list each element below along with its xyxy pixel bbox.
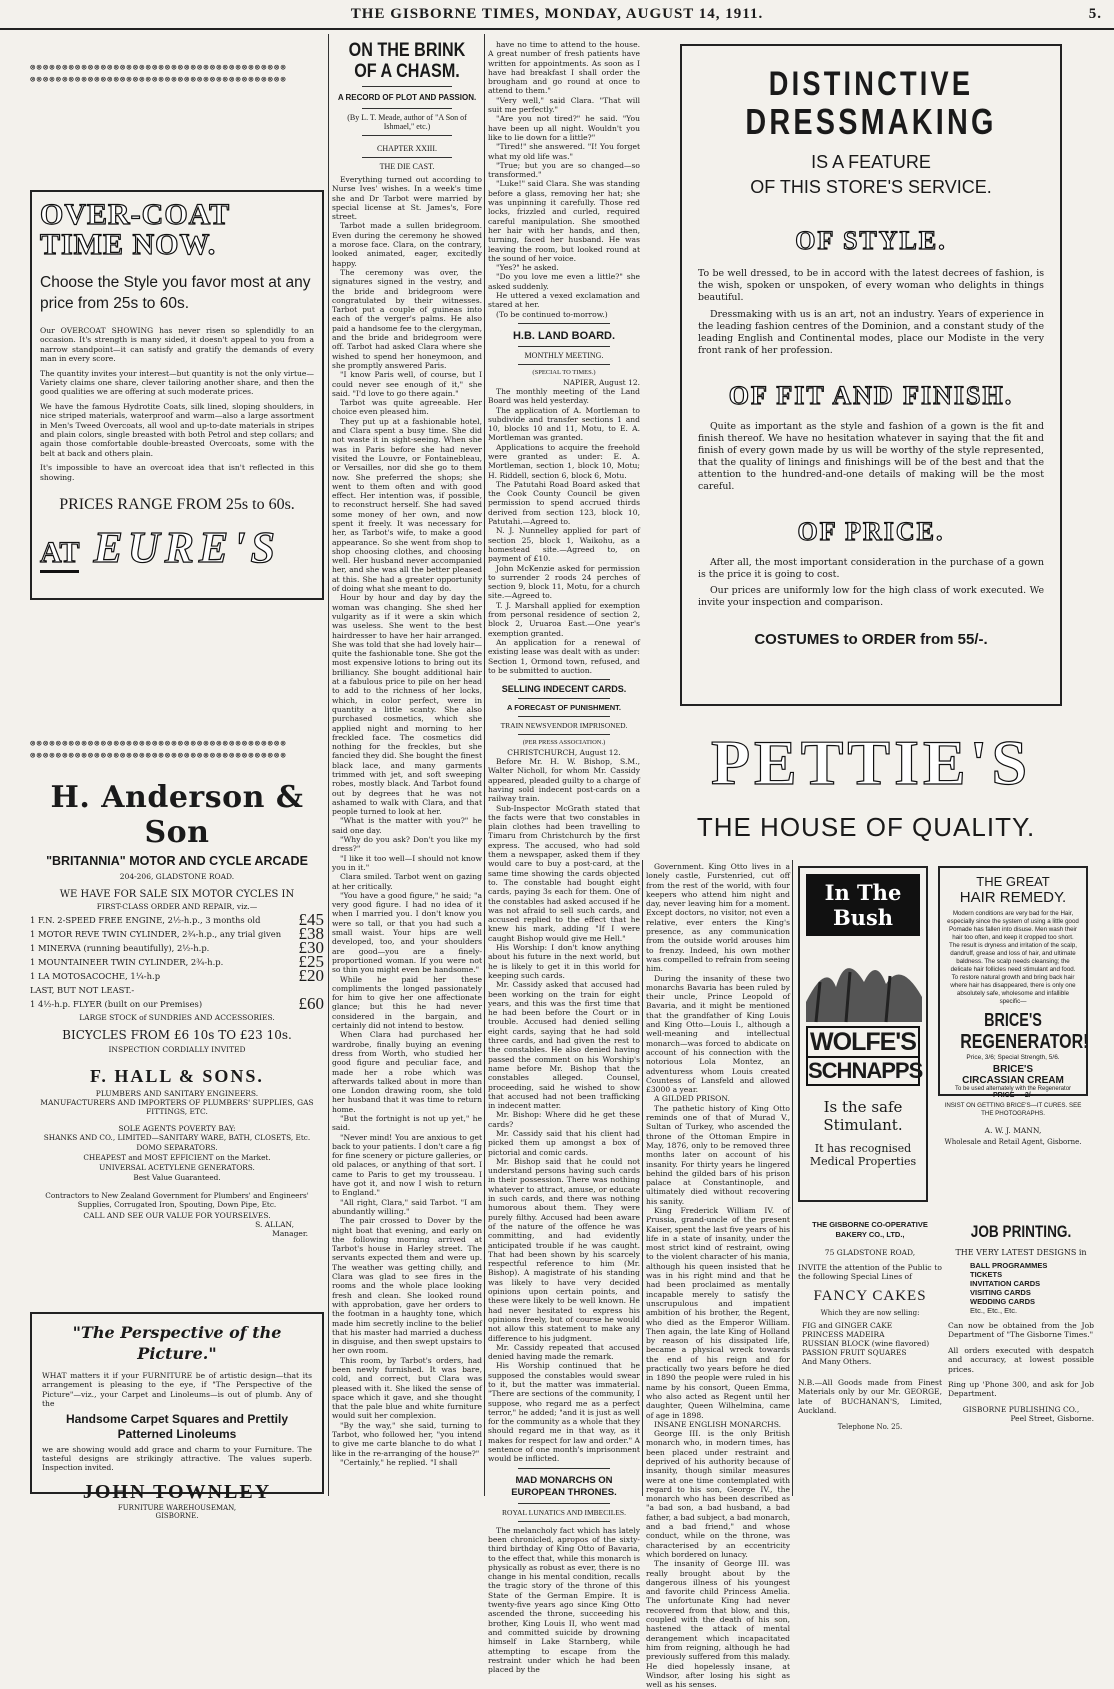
story-body <box>332 175 482 1467</box>
motorcycle-row: 1 MOUNTAINEER TWIN CYLINDER, 2¾-h.p. £25 <box>30 952 324 971</box>
petties-heading-4: OF THIS STORE'S SERVICE. <box>750 177 992 197</box>
eure-tagline: Choose the Style you favor most at any price from 25s to 60s. <box>40 274 311 312</box>
hair-cream-2: CIRCASSIAN CREAM <box>962 1075 1064 1086</box>
bakery-advert <box>798 1220 942 1490</box>
job-p1: Can now be obtained from the Job Department of "The Gisborne Times." <box>948 1321 1094 1340</box>
petties-style-p1: To be well dressed, to be in accord with the latest decrees of fashion, is the wish, spoken or unspoken, of every woman who delights in things beautiful. <box>698 268 1044 303</box>
hall-call: CALL AND SEE OUR VALUE FOR YOURSELVES. <box>83 1211 271 1220</box>
land-paragraph: T. J. Marshall applied for exemption from personal residence of section 2, block 2, Uruaroa East.—One year's exemption granted. <box>488 600 640 638</box>
job-item: TICKETS <box>970 1270 1003 1279</box>
eure-at: AT <box>40 536 79 573</box>
motorcycle-row: 1 LA MOTOSACOCHE, 1¼-h.p £20 <box>30 966 324 985</box>
monarchs-title: MAD MONARCHS ON EUROPEAN THRONES. <box>511 1474 617 1498</box>
selling-paragraph: Mr. Cassidy said that his client had picked them up amongst a box of pictorial and comic cards. <box>488 1128 640 1157</box>
story-paragraph: They put up at a fashionable hotel, and Clara spent a busy time. She did not waste it in sight-seeing. When she was in Paris before she had never visited the Louvre, or Fontainebleau, or Versailles, nor did she go to them now. She preferred the shops; she went to them often and with good effect. Her intention was, if possible, to reconstruct herself. She had saved some money of her own, and now spent it freely. It was necessary for her, as Tarbot's wife, to make a good appearance. So she went from shop to shop choosing clothes, and choosing well. Her husband never accompanied her, and she was all the better pleased at this. She had a greater opportunity of doing what she meant to do. <box>332 416 482 594</box>
monarchs-paragraph: King Frederick William IV. of Prussia, grand-uncle of the present Kaiser, spent the last five years of his life in a state of insanity, under the most strict kind of restraint, owing to the violent character of his mania, although his queen insisted that he was in his right mind and that he had been proclaimed as mentally incapable merely to satisfy the unscrupulous and impatient ambition of his brother, the Regent, who died as the Emperor William. Then again, the late King of Holland by reason of his dissipated life, became a physical wreck towards the end of his reign and for practically two years before he died in 1890 the people were ruled in his name by his consort, Queen Emma, who also acted as Regent until her daughter, Queen Wilhelmina, came of age in 1898. <box>646 1205 790 1420</box>
selling-paragraph: Before Mr. H. W. Bishop, S.M., Walter Nicholl, for whom Mr. Cassidy appeared, pleaded guilty to a charge of having sold indecent post-cards on a railway train. <box>488 757 640 804</box>
monarchs-subtitle: ROYAL LUNATICS AND IMBECILES. <box>502 1507 626 1517</box>
news-column <box>488 40 640 1675</box>
story-paragraph: (To be continued to-morrow.) <box>496 309 608 319</box>
townley-body2: we are showing would add grace and charm to your Furniture. The tasteful designs are strikingly attractive. The values superb. Inspection invited. <box>42 1444 312 1473</box>
hair-agent: A. W. J. MANN, <box>984 1126 1042 1135</box>
job-items <box>948 1261 1094 1315</box>
story-paragraph: "But the fortnight is not up yet," he said. <box>332 1113 482 1133</box>
land-paragraph: Applications to acquire the freehold were granted as under: E. A. Mortleman, section 1, block 10, Motu; H. Riddell, section 6, block 6, Motu. <box>488 442 640 480</box>
petties-fit-heading: OF FIT AND FINISH. <box>728 381 1014 410</box>
land-paragraph: The application of A. Mortleman to subdivide and transfer sections 1 and 10, blocks 10 and 11, Motu, to E. A. Mortleman was granted. <box>488 405 640 443</box>
job-item: INVITATION CARDS <box>970 1279 1041 1288</box>
story-paragraph: Clara smiled. Tarbot went on gazing at her critically. <box>332 872 482 891</box>
land-source: (SPECIAL TO TIMES.) <box>532 368 596 376</box>
column-rule <box>484 34 485 1496</box>
selling-paragraph: Sub-Inspector McGrath stated that the facts were that two constables in plain clothes had been travelling to Timaru from Christchurch by the first express. The accused, who had sold them a newspaper, asked them if they would care to buy a post-card, at the same time showing the cards objected to. The constable had bought eight cards, paying 3s each for them. One of the constables had asked accused if he was not afraid to sell such cards, and accused replied to the effect that he knew his mark, adding "If I were caught Bishop would give me Hell." <box>488 803 640 943</box>
petties-price-p2: Our prices are uniformly low for the high class of work executed. We invite your inspection and comparison. <box>698 585 1044 608</box>
motorcycle-row: 1 4½-h.p. FLYER (built on our Premises) £60 <box>30 994 324 1013</box>
petties-brand: PETTIE'S <box>710 727 1032 798</box>
story-paragraph: "Never mind! You are anxious to get back to your patients. I don't care a fig for fine scenery or picture galleries, or old palaces, or anything of that sort. I came to Paris to get my trousseau. I have got it, and now I wish to return to England." <box>332 1132 482 1198</box>
story-paragraph: "Tired!" she answered. "I! You forget what my old life was." <box>488 142 640 161</box>
eure-paragraph: We have the famous Hydrotite Coats, silk lined, sloping shoulders, in nice striped materials, waterproof and warm—also a large assortment in Men's Tweed Overcoats, all wool and up-to-date materials in stripes and plain colors, single breasted with both Petrol and step collars; and again those comfortable double-breasted Overcoats, some with the belt at back and others plain. <box>40 401 314 458</box>
schnapps-tag-3: It has recognised <box>814 1142 912 1155</box>
hall-subtitle: PLUMBERS AND SANITARY ENGINEERS. <box>95 1089 259 1098</box>
ornament-border: ⊗⊗⊗⊗⊗⊗⊗⊗⊗⊗⊗⊗⊗⊗⊗⊗⊗⊗⊗⊗⊗⊗⊗⊗⊗⊗⊗⊗⊗⊗⊗⊗⊗⊗⊗⊗⊗⊗⊗⊗ <box>30 739 287 749</box>
hall-line: UNIVERSAL ACETYLENE GENERATORS. <box>99 1163 255 1172</box>
hall-name: F. HALL & SONS. <box>90 1066 264 1086</box>
hair-body: Modern conditions are very bad for the Hair, especially since the system of using a little good Pomade has fallen into disuse. Men wash their hair too often, and keep it cropped too short. The result is dryness and irritation of the scalp, dandruff, grease and loss of hair, and ultimate baldness. The scalp needs cleansing; the delicate hair follicles need stimulant and food. To restore natural growth and bring back hair where hair has disappeared, there is only one absolutely safe, wholesome and infallible specific— <box>947 910 1079 1005</box>
motorcycle-row: 1 MOTOR REVE TWIN CYLINDER, 2¾-h.p., any trial given £38 <box>30 924 324 943</box>
story-paragraph: When Clara had purchased her wardrobe, finally buying an evening dress from Worth, who studied her good figure and peculiar face, and made her a robe which was afterwards talked about in more than one London drawing room, she told her husband that it was time to return home. <box>332 1030 482 1114</box>
bakery-which: Which they are now selling: <box>820 1308 920 1317</box>
bakery-name: THE GISBORNE CO-OPERATIVE BAKERY CO., LTD., <box>812 1220 928 1239</box>
hall-line: Best Value Guaranteed. <box>133 1173 221 1182</box>
bakery-note: N.B.—All Goods made from Finest Materials only by our Mr. GEORGE, late of BUCHANAN'S, Limited, Auckland. <box>798 1377 942 1416</box>
bush-illustration <box>806 942 920 1022</box>
story-paragraph: "I like it too well—I should not know you in it." <box>332 853 482 872</box>
masthead <box>0 0 1114 30</box>
hair-price: Price, 3/6; Special Strength, 5/6. <box>966 1054 1060 1061</box>
bakery-lines <box>798 1321 942 1366</box>
hair-brand-2: REGENERATOR! <box>960 1031 1089 1053</box>
selling-title: SELLING INDECENT CARDS. <box>501 684 627 695</box>
job-title: JOB PRINTING. <box>970 1222 1072 1241</box>
eure-paragraph: The quantity invites your interest—but quantity is not the only virtue—Variety claims one share, clever tailoring another share, and then the good qualities we are offering at such moderate prices. <box>40 368 314 397</box>
townley-body: WHAT matters it if your FURNITURE be of artistic design—that its arrangement is pleasing to the eye, if "The Perspective of the Picture"—viz., your Carpet and Linoleums—is out of plumb. Any of the <box>42 1371 312 1409</box>
column-rule <box>642 860 643 1496</box>
story-paragraph: Everything turned out according to Nurse Ives' wishes. In a week's time she and Dr Tarbot were married by special license at St. James's, Fore street. <box>332 175 482 222</box>
selling-paragraph: His Worship continued that he supposed the constables would swear to it, but the matter was immaterial. "There are sections of the community, I suppose, who regard me as a perfect terror," he added; "and it is just as well for the community as a whole that they should regard me in that way, as it makes for respect for law and order." A sentence of one month's imprisonment would be inflicted. <box>488 1361 640 1464</box>
schnapps-tag-2: Stimulant. <box>823 1116 903 1134</box>
bakery-line: RUSSIAN BLOCK (wine flavored) <box>802 1338 930 1348</box>
anderson-advert <box>30 780 324 1022</box>
hall-subtitle2: MANUFACTURERS AND IMPORTERS OF PLUMBERS' SUPPLIES, GAS FITTINGS, ETC. <box>40 1098 314 1116</box>
petties-price-heading: OF PRICE. <box>797 517 945 546</box>
story-paragraph: Tarbot was quite agreeable. Her choice even pleased him. <box>332 398 482 417</box>
story-paragraph: "Do you love me even a little?" she asked suddenly. <box>488 272 640 291</box>
land-paragraph: The monthly meeting of the Land Board was held yesterday. <box>488 386 640 406</box>
story-byline: (By L. T. Meade, author of "A Son of Ishmael," etc.) <box>347 113 467 131</box>
job-p3: Ring up 'Phone 300, and ask for Job Department. <box>948 1380 1094 1399</box>
petties-heading-1: DISTINCTIVE <box>768 65 974 103</box>
anderson-address: 204-206, GLADSTONE ROAD. <box>119 872 235 881</box>
story-paragraph: "Luke!" said Clara. She was standing before a glass, removing her hat; she was unpinning it carefully. Those red locks, frizzled and curled, required careful manipulation. She smoothed her hair with her hands, and then, turning, faced her husband. He was leaving the room, but looked round at the sound of her voice. <box>488 179 640 263</box>
job-item: Etc., Etc., Etc. <box>970 1306 1018 1315</box>
hall-advert <box>30 1066 324 1266</box>
ornament-border: ⊗⊗⊗⊗⊗⊗⊗⊗⊗⊗⊗⊗⊗⊗⊗⊗⊗⊗⊗⊗⊗⊗⊗⊗⊗⊗⊗⊗⊗⊗⊗⊗⊗⊗⊗⊗⊗⊗⊗⊗ <box>30 63 287 73</box>
story-paragraph: Hour by hour and day by day the woman was changing. She shed her vulgarity as if it were a skin which was useless. She went to the best hairdresser to have her hair arranged. She was told that she had lovely hair—quite the fashionable tone. She got the most expensive lotions to bring out its brilliancy. She bought additional hair at a fabulous price to pile on her head to add to the richness of her locks, which, in color perfect, were in quantity a little scanty. She also purchased cosmetics, which she applied night and morning to her freckled face. The cosmetics did nothing for the freckles, but she fancied they did. She bought the finest black lace, and many garments trimmed with jet, and soft sweeping robes, mostly black. And Tarbot found out by degrees that he was not ashamed to walk with Clara, and that people turned to look at her. <box>332 593 482 817</box>
selling-paragraph: Mr. Cassidy asked that accused had been working on the train for eight years, and this was the first time that he had been before the Court or in trouble. Accused had denied selling eight cards, saying that he had sold three cards, and had given the rest to the constables. He also denied having passed the comment on his Worship's name before Mr. Bishop that the constables alleged. Counsel, proceeding, said he wished to show that accused had not been trafficking in indecent matter. <box>488 980 640 1111</box>
story-paragraph: "Yes?" he asked. <box>496 263 559 273</box>
selling-subtitle: A FORECAST OF PUNISHMENT. <box>507 703 621 713</box>
eure-price-range: PRICES RANGE FROM 25s to 60s. <box>59 496 295 514</box>
story-chapter-title: THE DIE CAST. <box>379 162 435 171</box>
schnapps-advert <box>798 866 928 1202</box>
eure-headline: OVER-COAT TIME NOW. <box>40 198 230 261</box>
bakery-invite: INVITE the attention of the Public to the following Special Lines of <box>798 1263 942 1282</box>
bakery-line: PASSION FRUIT SQUARES <box>802 1347 907 1357</box>
story-subtitle: A RECORD OF PLOT AND PASSION. <box>337 93 477 102</box>
hair-cream-1: BRICE'S <box>992 1064 1034 1075</box>
hair-brand-1: BRICE'S <box>984 1010 1042 1030</box>
land-subtitle: MONTHLY MEETING. <box>524 350 604 360</box>
column-rule <box>792 860 793 1496</box>
monarchs-body <box>488 1526 640 1675</box>
monarchs-column <box>646 862 790 1689</box>
petties-style-p2: Dressmaking with us is an art, not an industry. Years of experience in the leading fashion centres of the Dominion, and a constant study of the leading English and Continental modes, place our Modiste in the very front rank of her profession. <box>698 309 1044 356</box>
job-company: GISBORNE PUBLISHING CO., <box>962 1404 1080 1414</box>
hall-signed: S. ALLAN, <box>255 1220 294 1229</box>
hair-cream-price: PRICE - - 2/- <box>992 1092 1034 1099</box>
story-title: ON THE BRINK OF A CHASM. <box>348 40 466 82</box>
monarchs-paragraph: During the insanity of these two monarchs Bavaria has been ruled by their uncle, Prince Leopold of Bavaria, and it might be mentioned that the grandfather of King Louis and King Otto—Louis I., although a well-meaning and intellectual monarch—was forced to abdicate on account of his connection with the notorious Lola Montez, an adventuress whom Louis created Countess of Lansfeld and allowed £3000 a year. <box>646 973 790 1095</box>
column-rule <box>328 34 329 1496</box>
story-paragraph: "Very well," said Clara. "That will suit me perfectly." <box>488 95 640 115</box>
story-continuation <box>488 40 640 319</box>
eure-advert <box>30 190 324 600</box>
job-item: WEDDING CARDS <box>970 1297 1035 1306</box>
petties-price-p1: After all, the most important consideration in the purchase of a gown is the price it is going to cost. <box>698 557 1044 580</box>
anderson-name: H. Anderson & Son <box>50 780 304 850</box>
schnapps-brand-2: SCHNAPPS <box>806 1058 920 1086</box>
eure-brand: EURE'S <box>93 523 280 573</box>
job-item: BALL PROGRAMMES <box>970 1261 1048 1270</box>
story-paragraph: "By the way," she said, turning to Tarbot, who followed her, "you intend to give me carte blanche to do what I like in the re-arranging of the house?" <box>332 1420 482 1458</box>
land-paragraph: An application for a renewal of existing lease was dealt with as under: Section 1, Ormond town, refused, and to be submitted to auction. <box>488 637 640 675</box>
schnapps-tag-1: Is the safe <box>823 1098 903 1116</box>
ornament-border: ⊗⊗⊗⊗⊗⊗⊗⊗⊗⊗⊗⊗⊗⊗⊗⊗⊗⊗⊗⊗⊗⊗⊗⊗⊗⊗⊗⊗⊗⊗⊗⊗⊗⊗⊗⊗⊗⊗⊗⊗ <box>30 751 287 761</box>
land-title: H.B. LAND BOARD. <box>512 329 616 342</box>
motorcycle-row: 1 MINERVA (running beautifully), 2½-h.p. £30 <box>30 938 324 957</box>
hall-line: SHANKS AND CO., LIMITED—SANITARY WARE, BATH, CLOSETS, Etc. <box>43 1133 311 1142</box>
hair-insist: INSIST ON GETTING BRICE'S—IT CURES. SEE THE PHOTOGRAPHS. <box>944 1102 1082 1117</box>
story-paragraph: have no time to attend to the house. A great number of fresh patients have written for appointments. As soon as I have had breakfast I shall order the brougham and go round at once to attend to them." <box>488 40 640 96</box>
hair-title-2: HAIR REMEDY. <box>959 889 1067 906</box>
hall-line: CHEAPEST and MOST EFFICIENT on the Market. <box>83 1153 271 1162</box>
selling-paragraph: Mr. Bishop said that he could not understand persons having such cards in their possession. There was nothing whatever to attract, amuse, or educate in such cards, and there was nothing humorous about them. They were purely filthy. Accused had been aware of the nature of the offence he was committing, and had evidently anticipated trouble if he was caught. That had been shown by his scarcely respectful reference to him (Mr. Bishop). A magistrate of his standing was likely to have very decided opinions upon certain points, and these were likely to be well known. He had never hesitated to express his opinions freely, but of course he would not allow this statement to make any difference to his judgment. <box>488 1156 640 1343</box>
story-paragraph: "You have a good figure," he said; "a very good figure. I had no idea of it when I married you. I don't know you were so tall, or that you had such a small waist. Your hips are well developed, too, and your shoulders are good—you are a finely-proportioned woman. If you were not so thin you might even be handsome." <box>332 890 482 975</box>
townley-headline: "The Perspective of the Picture." <box>72 1323 282 1363</box>
story-paragraph: "I know Paris well, of course, but I could never see enough of it," she said. "I'd love to go there again." <box>332 370 482 398</box>
selling-subtitle2: TRAIN NEWSVENDOR IMPRISONED. <box>500 721 628 731</box>
monarchs-paragraph: Government. King Otto lives in a lonely castle, Furstenried, cut off from the rest of the world, with four keepers who attend him night and day, never leaving him for a moment. Except doctors, no visitor, not even a relative, ever enters the King's presence, as any communication from the outside world arouses him to frenzy. Indeed, his own mother was compelled to refrain from seeing him. <box>646 862 790 974</box>
story-paragraph: The ceremony was over, the signatures signed in the vestry, and the bride and bridegroom were congratulated by their witnesses. Tarbot put a couple of guineas into each of the verger's palms. He also paid a handsome fee to the clergyman, and the bride and bridegroom were off. Tarbot had asked Clara where she wished to spend her honeymoon, and she promptly answered Paris. <box>332 267 482 370</box>
monarchs-paragraph: George III. is the only British monarch who, in modern times, has been placed under restraint and deprived of his authority because of insanity, though similar measures were at one time contemplated with regard to his son, George IV., the monarch who has been described as "a bad son, a bad husband, a bad father, a bad subject, a bad monarch, and a bad friend," and whose conduct, while on the throne, was characterised by an eccentricity which bordered on lunacy. <box>646 1429 790 1559</box>
monarchs-paragraph: INSANE ENGLISH MONARCHS. <box>654 1419 782 1429</box>
petties-fit-p: Quite as important as the style and fashion of a gown is the fit and finish thereof. We have no hesitation whatever in saying that the fit and finish of every gown made by us will be worthy of the style represented, that the quality of linings and finishings will be of the best and that the attention to the hundred-and-one details of making will be the most careful. <box>698 421 1044 492</box>
land-body <box>488 387 640 675</box>
selling-source: (PER PRESS ASSOCIATION.) <box>522 739 606 747</box>
story-column <box>332 40 482 1496</box>
selling-dateline: CHRISTCHURCH, August 12. <box>507 748 621 758</box>
monarchs-paragraph: The insanity of George III. was really brought about by the dangerous illness of his youngest and favorite child Princess Amelia. The unfortunate King had never recovered from that blow, and this, coupled with the death of his son, hastened the attack of mental derangement which incapacitated him from reigning, although he had previously suffered from this malady. He died hopelessly insane, at Windsor, after losing his sight as well as his senses. <box>646 1559 790 1689</box>
hair-agent-2: Wholesale and Retail Agent, Gisborne. <box>944 1138 1082 1146</box>
petties-house: THE HOUSE OF QUALITY. <box>696 812 1036 842</box>
land-paragraph: N. J. Nunnelley applied for part of section 25, block 1, Waikohu, as a homestead site.—Agreed to, on payment of £10. <box>488 526 640 564</box>
townley-place: GISBORNE. <box>155 1511 199 1520</box>
page-number: 5. <box>1088 6 1102 22</box>
motorcycle-row: 1 F.N. 2-SPEED FREE ENGINE, 2½-h.p., 3 months old £45 <box>30 910 324 929</box>
job-street: Peel Street, Gisborne. <box>1010 1413 1094 1423</box>
anderson-intro: WE HAVE FOR SALE SIX MOTOR CYCLES IN <box>59 889 295 900</box>
anderson-bicycles: BICYCLES FROM £6 10s TO £23 10s. <box>62 1028 292 1042</box>
story-paragraph: "Are you not tired?" he said. "You have been up all night. Wouldn't you like to lie down for a little?" <box>488 114 640 142</box>
bakery-phone: Telephone No. 25. <box>837 1423 903 1432</box>
job-p2: All orders executed with despatch and accuracy, at lowest possible prices. <box>948 1345 1094 1374</box>
selling-paragraph: Mr. Cassidy repeated that accused denied having made the remark. <box>488 1342 640 1362</box>
story-paragraph: "Certainly," he replied. "I shall <box>340 1457 458 1467</box>
petties-style-heading: OF STYLE. <box>795 226 947 255</box>
masthead-title: THE GISBORNE TIMES, MONDAY, AUGUST 14, 1911. <box>350 5 764 22</box>
job-lead: THE VERY LATEST DESIGNS in <box>955 1248 1087 1257</box>
story-paragraph: While he paid her these compliments the longed passionately for him to give her one affectionate glance; but this he had never considered in the bargain, and certainly did not intend to bestow. <box>332 974 482 1031</box>
townley-advert <box>30 1312 324 1520</box>
hall-agents: SOLE AGENTS POVERTY BAY: <box>118 1124 236 1133</box>
motorcycle-row: LAST, BUT NOT LEAST.- <box>30 985 135 995</box>
petties-heading-2: DRESSMAKING <box>745 101 997 142</box>
story-paragraph: "True; but you are so changed—so transformed." <box>488 160 640 180</box>
story-paragraph: "What is the matter with you?" he said one day. <box>332 816 482 835</box>
schnapps-top: In The Bush <box>806 874 920 936</box>
eure-paragraph: Our OVERCOAT SHOWING has never risen so splendidly to an occasion. It's strength is many sided, it doesn't appeal to you from a narrow standpoint—it can satisfy and gratify the demands of every man in every score. <box>40 326 314 364</box>
bakery-address: 75 GLADSTONE ROAD, <box>824 1248 916 1257</box>
selling-paragraph: His Worship: I don't know anything about his future in the next world, but he is likely to get it in this world for keeping such cards. <box>488 943 640 980</box>
bakery-line: FIG and GINGER CAKE <box>802 1320 893 1330</box>
job-item: VISITING CARDS <box>970 1288 1031 1297</box>
job-printing-advert <box>948 1222 1094 1492</box>
schnapps-brand-1: WOLFE'S <box>806 1026 920 1058</box>
ornament-border: ⊗⊗⊗⊗⊗⊗⊗⊗⊗⊗⊗⊗⊗⊗⊗⊗⊗⊗⊗⊗⊗⊗⊗⊗⊗⊗⊗⊗⊗⊗⊗⊗⊗⊗⊗⊗⊗⊗⊗⊗ <box>30 75 287 85</box>
hall-line: DOMO SEPARATORS. <box>136 1143 218 1152</box>
townley-role: FURNITURE WAREHOUSEMAN, <box>117 1503 237 1512</box>
story-paragraph: This room, by Tarbot's orders, had been newly furnished. It was bare, cold, and correct, but Clara was pleased with it. She liked the sense of space which it gave, and she thought that the pale blue and white furniture would suit her complexion. <box>332 1355 482 1421</box>
hall-contractors: Contractors to New Zealand Government for Plumbers' and Engineers' Supplies, Corrugated Iron, Spouting, Down Pipe, Etc. <box>45 1191 309 1209</box>
monarchs-paragraph: The pathetic history of King Otto reminds one of that of Murad V., Sultan of Turkey, who ascended the throne of the Ottoman Empire in May, 1876, only to be removed three months later on account of his insanity. For thirty years he lingered behind the gilded bars of his prison palace at Constantinople, and ultimately died without recovering his sanity. <box>646 1103 790 1206</box>
story-paragraph: "All right, Clara," said Tarbot. "I am abundantly willing." <box>332 1197 482 1216</box>
story-paragraph: "Why do you ask? Don't you like my dress?" <box>332 835 482 854</box>
land-dateline: NAPIER, August 12. <box>563 377 640 387</box>
anderson-subtitle: "BRITANNIA" MOTOR AND CYCLE ARCADE <box>46 854 308 868</box>
hair-cream-note: To be used alternately with the Regenerator <box>954 1086 1072 1092</box>
monarchs-paragraph: A GILDED PRISON. <box>654 1094 730 1104</box>
selling-paragraph: Mr. Bishop: Where did he get these cards? <box>488 1110 640 1129</box>
story-paragraph: Tarbot made a sullen bridegroom. Even during the ceremony he showed a morose face. Clara, on the contrary, looked animated, eager, excitedly happy. <box>332 221 482 268</box>
petties-costumes: COSTUMES to ORDER from 55/-. <box>754 631 988 648</box>
hair-title-1: THE GREAT <box>976 874 1050 889</box>
story-chapter: CHAPTER XXIII. <box>377 144 437 153</box>
land-paragraph: John McKenzie asked for permission to surrender 2 roods 24 perches of section 9, block 11, Motu, for a church site.—Agreed to. <box>488 563 640 601</box>
eure-paragraph: It's impossible to have an overcoat idea that isn't reflected in this showing. <box>40 463 314 482</box>
petties-advert <box>680 44 1062 706</box>
petties-heading-3: IS A FEATURE <box>811 152 931 172</box>
bakery-fancy-cakes: FANCY CAKES <box>813 1287 927 1304</box>
townley-feature: Handsome Carpet Squares and Prettily Patterned Linoleums <box>65 1411 289 1441</box>
bakery-line: And Many Others. <box>802 1356 872 1366</box>
hall-role: Manager. <box>272 1229 308 1238</box>
townley-name: JOHN TOWNLEY <box>82 1480 272 1503</box>
land-paragraph: The Patutahi Road Board asked that the Cook County Council be given permission to spend accrued thirds derived from section 123, block 10, Patutahi.—Agreed to. <box>488 479 640 527</box>
hair-remedy-advert <box>938 866 1089 1099</box>
schnapps-tag-4: Medical Properties <box>809 1155 917 1168</box>
story-paragraph: The pair crossed to Dover by the night boat that evening, and early on the following morning arrived at Tarbot's house in Harley street. The servants expected them and were up. The weather was getting chilly, and Clara was glad to see fires in the rooms and the whole place looking fresh and clean. She looked round with approbation, gave her orders to the footman in a haughty tone, which made him secretly incline to the belief that his master had married a duchess in disguise, and then swept upstairs to her own room. <box>332 1216 482 1356</box>
anderson-inspection: INSPECTION CORDIALLY INVITED <box>108 1045 246 1054</box>
monarchs-paragraph: The melancholy fact which has lately been chronicled, apropos of the sixty-third birthday of King Otto of Bavaria, to the effect that, while this monarch is physically as robust as ever, there is no change in his mental condition, recalls the tragic story of the throne of this State of the German Empire. It is twenty-five years ago since King Otto ascended the throne, succeeding his brother, King Louis II, who went mad and committed suicide by drowning himself in Lake Starnberg, while attempting to escape from the restraint under which he had been placed by the <box>488 1525 640 1675</box>
selling-body <box>488 757 640 1464</box>
anderson-stock: LARGE STOCK of SUNDRIES AND ACCESSORIES. <box>79 1013 275 1022</box>
anderson-intro2: FIRST-CLASS ORDER AND REPAIR, viz.— <box>96 902 258 911</box>
bakery-line: PRINCESS MADEIRA <box>802 1329 885 1339</box>
story-paragraph: He uttered a vexed exclamation and stared at her. <box>488 291 640 310</box>
